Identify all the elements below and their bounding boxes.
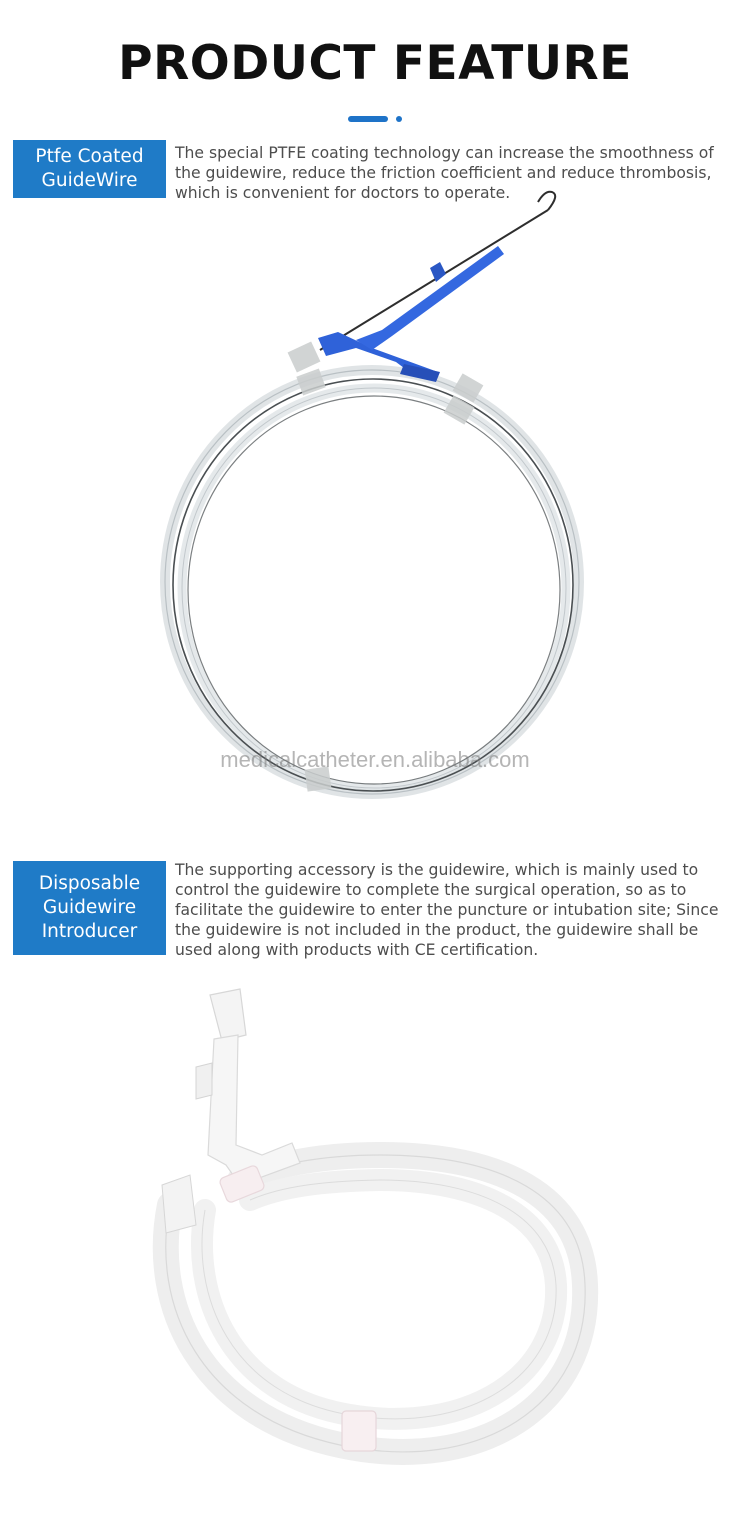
feature-description-ptfe: The special PTFE coating technology can increase the smoothness of the guidewire, reduce the friction coefficient and reduce thrombosis, which is convenient for doctors to operate.: [175, 144, 714, 202]
feature-label-guidewire-introducer: [13, 861, 166, 955]
ptfe-guidewire-image: [0, 190, 750, 810]
underline-bar: [348, 116, 388, 122]
feature-description-introducer: The supporting accessory is the guidewire, which is mainly used to control the guidewire to complete the surgical operation, so as to facilitate the guidewire to enter the puncture or intubation site; Since the guidewire is not included in the product, the guidewire shall be used along with products with CE certification.: [175, 861, 719, 959]
feature-label-line: Ptfe Coated: [35, 146, 144, 167]
feature-label-line: Disposable: [38, 873, 141, 894]
feature-label-line: GuideWire: [41, 170, 138, 191]
underline-dot: [396, 116, 402, 122]
feature-label-line: Guidewire: [42, 897, 137, 918]
feature-label-line: Introducer: [41, 921, 138, 942]
page-title: PRODUCT FEATURE: [118, 36, 632, 91]
guidewire-introducer-image: [0, 975, 750, 1495]
title-underline-decoration: [348, 116, 408, 122]
watermark-text: medicalcatheter.en.alibaba.com: [220, 747, 530, 772]
